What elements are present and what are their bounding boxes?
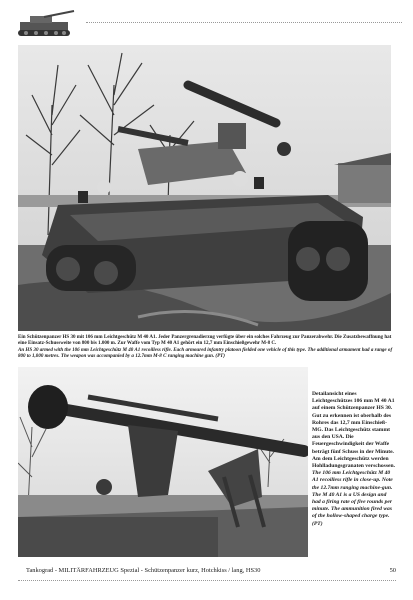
- caption-top-english: An HS 30 armed with the 106 mm Leichtgeschütz M 40 A1 recoilless rifle. Each armoured infantry platoon fielded one vehicle of this type. The additional armament had a range of 800 to 1,000 metres. The weapon was accompanied by a 12.7mm M-8 C ranging machine gun. (PT): [18, 346, 393, 360]
- page-footer: [26, 567, 396, 575]
- caption-side-english: The 106 mm Leichtgeschütz M 40 A1 recoilless rifle in close-up. Note the 12.7mm ranging machine-gun. The M 40 A1 is a US design and had a firing rate of five rounds per minute. The ammunition fired was of the hollow-shaped charge type. (PT): [312, 470, 393, 527]
- caption-top-german: Ein Schützenpanzer HS 30 mit 106 mm Leichtgeschütz M 40 A1. Jeder Panzergrenadierzug verfügte über ein solches Fahrzeug zur Panzerabwehr. Die Zusatzbewaffnung hat eine Einsatz-Schussweite von 800 bis 1.000 m. Zur Waffe vom Typ M 40 A1 gehört ein 12,7 mm Einschießgewehr M-8 C.: [18, 334, 392, 347]
- footer-rule: [18, 580, 396, 581]
- caption-top: [18, 334, 394, 360]
- header-rule: [86, 22, 402, 23]
- footer-publication: Tankograd - MILITÄRFAHRZEUG Spezial - Schützenpanzer kurz, Hotchkiss / lang, HS30: [26, 567, 261, 574]
- caption-side-german: Detailansicht eines Leichtgeschützes 106 mm M 40 A1 auf einem Schützenpanzer HS 30. Gut zu erkennen ist oberhalb des Rohres das 12,7 mm Einschieß-MG. Das Leichtgeschütz stammt aus den USA. Die Feuergeschwindigkeit der Waffe beträgt fünf Schuss in der Minute. Am dem Leichtgeschütz werden Hohlladungsgranaten verschossen.: [312, 391, 395, 470]
- tank-logo-icon: [14, 6, 78, 40]
- photo-recoilless-rifle-closeup: [18, 367, 308, 557]
- caption-side: [312, 391, 396, 528]
- photo-hs30-recoilless-rifle: [18, 45, 391, 331]
- page-number: 50: [389, 567, 396, 574]
